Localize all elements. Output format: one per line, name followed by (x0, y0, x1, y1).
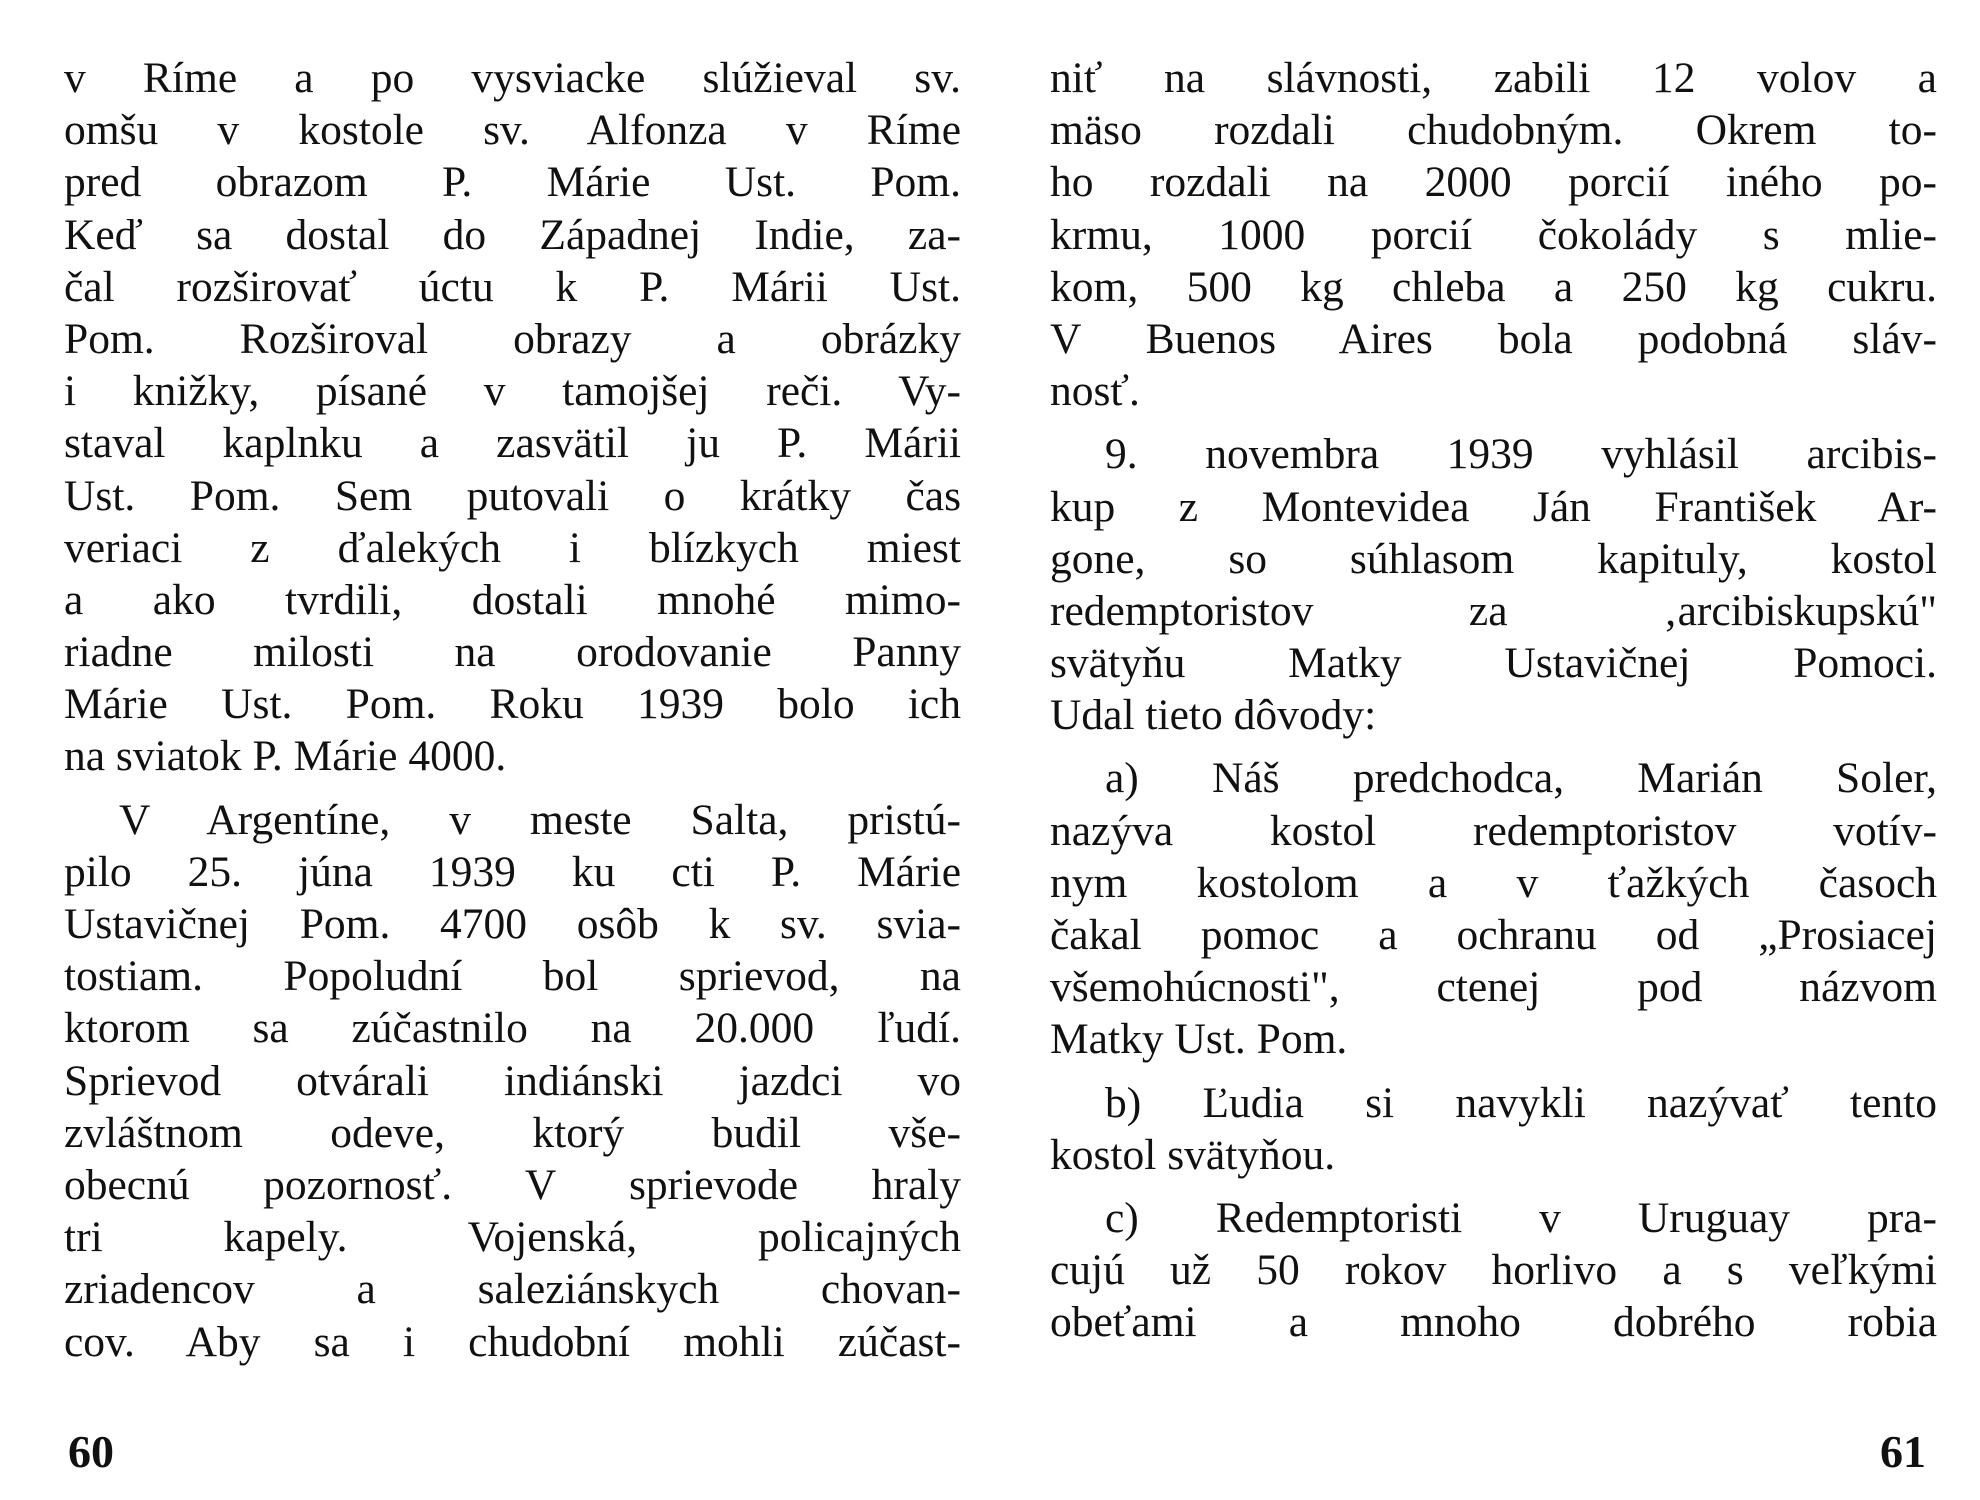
text-line: čal rozširovať úctu k P. Márii Ust. (64, 262, 961, 311)
text-line: pred obrazom P. Márie Ust. Pom. (64, 158, 961, 207)
text-line: gone, so súhlasom kapituly, kostol (1050, 534, 1937, 583)
text-line: na sviatok P. Márie 4000. (64, 732, 507, 781)
text-line: V Argentíne, v meste Salta, pristú- (119, 795, 961, 844)
text-line: čakal pomoc a ochranu od „Prosiacej (1050, 911, 1937, 959)
text-line: V Buenos Aires bola podobná sláv- (1050, 314, 1937, 363)
text-line: veriaci z ďalekých i blízkych miest (64, 523, 961, 572)
paragraph (1050, 1192, 1937, 1349)
text-line: zriadencov a saleziánskych chovan- (64, 1265, 961, 1314)
text-line: kostol svätyňou. (1050, 1130, 1336, 1179)
paragraph (1050, 752, 1937, 1065)
text-line: Pom. Rozširoval obrazy a obrázky (64, 314, 961, 363)
left-page (64, 52, 961, 1368)
text-line: ktorom sa zúčastnilo na 20.000 ľudí. (64, 1004, 961, 1053)
text-line: pilo 25. júna 1939 ku cti P. Márie (64, 847, 961, 896)
text-line: ho rozdali na 2000 porcií iného po- (1050, 158, 1937, 207)
paragraph (64, 794, 961, 1368)
text-line: niť na slávnosti, zabili 12 volov a (1050, 54, 1937, 102)
right-page (1050, 52, 1937, 1349)
text-line: kom, 500 kg chleba a 250 kg cukru. (1050, 262, 1937, 311)
text-line: a ako tvrdili, dostali mnohé mimo- (64, 575, 961, 624)
text-line: nym kostolom a v ťažkých časoch (1050, 858, 1937, 907)
text-line: kup z Montevidea Ján František Ar- (1050, 482, 1937, 531)
text-line: cov. Aby sa i chudobní mohli zúčast- (64, 1317, 961, 1366)
text-line: Márie Ust. Pom. Roku 1939 bolo ich (64, 680, 961, 729)
text-line: Ustavičnej Pom. 4700 osôb k sv. svia- (64, 900, 961, 948)
text-line: 9. novembra 1939 vyhlásil arcibis- (1105, 430, 1937, 479)
page-number-right: 61 (1880, 1426, 1926, 1477)
text-line: a) Náš predchodca, Marián Soler, (1105, 754, 1937, 803)
text-line: riadne milosti na orodovanie Panny (64, 628, 961, 677)
text-line: redemptoristov za ‚arcibiskupskú" (1050, 586, 1937, 635)
text-line: obecnú pozornosť. V sprievode hraly (64, 1160, 961, 1209)
text-line: zvláštnom odeve, ktorý budil vše- (64, 1108, 961, 1157)
text-line: tri kapely. Vojenská, policajných (64, 1213, 961, 1262)
text-line: Keď sa dostal do Západnej Indie, za- (64, 210, 961, 259)
page-number-left: 60 (68, 1426, 114, 1477)
text-line: i knižky, písané v tamojšej reči. Vy- (64, 367, 961, 416)
text-line: Matky Ust. Pom. (1050, 1015, 1348, 1064)
text-line: staval kaplnku a zasvätil ju P. Márii (64, 419, 961, 468)
paragraph (64, 52, 961, 783)
text-line: mäso rozdali chudobným. Okrem to- (1050, 106, 1937, 155)
text-line: všemohúcnosti", ctenej pod názvom (1050, 963, 1937, 1012)
text-line: cujú už 50 rokov horlivo a s veľkými (1050, 1246, 1937, 1295)
text-line: v Ríme a po vysviacke slúžieval sv. (64, 54, 961, 102)
text-line: Udal tieto dôvody: (1050, 691, 1377, 740)
text-line: c) Redemptoristi v Uruguay pra- (1105, 1193, 1937, 1242)
text-line: krmu, 1000 porcií čokolády s mlie- (1050, 210, 1937, 259)
paragraph (1050, 428, 1937, 741)
text-line: nosť. (1050, 367, 1140, 416)
text-line: nazýva kostol redemptoristov votív- (1050, 806, 1937, 855)
text-line: svätyňu Matky Ustavičnej Pomoci. (1050, 639, 1937, 688)
paragraph (1050, 52, 1937, 417)
paragraph (1050, 1077, 1937, 1181)
text-line: b) Ľudia si navykli nazývať tento (1105, 1078, 1937, 1127)
text-line: obeťami a mnoho dobrého robia (1050, 1298, 1937, 1347)
text-line: omšu v kostole sv. Alfonza v Ríme (64, 106, 961, 155)
text-line: tostiam. Popoludní bol sprievod, na (64, 952, 961, 1001)
text-line: Sprievod otvárali indiánski jazdci vo (64, 1056, 961, 1105)
text-line: Ust. Pom. Sem putovali o krátky čas (64, 471, 961, 520)
